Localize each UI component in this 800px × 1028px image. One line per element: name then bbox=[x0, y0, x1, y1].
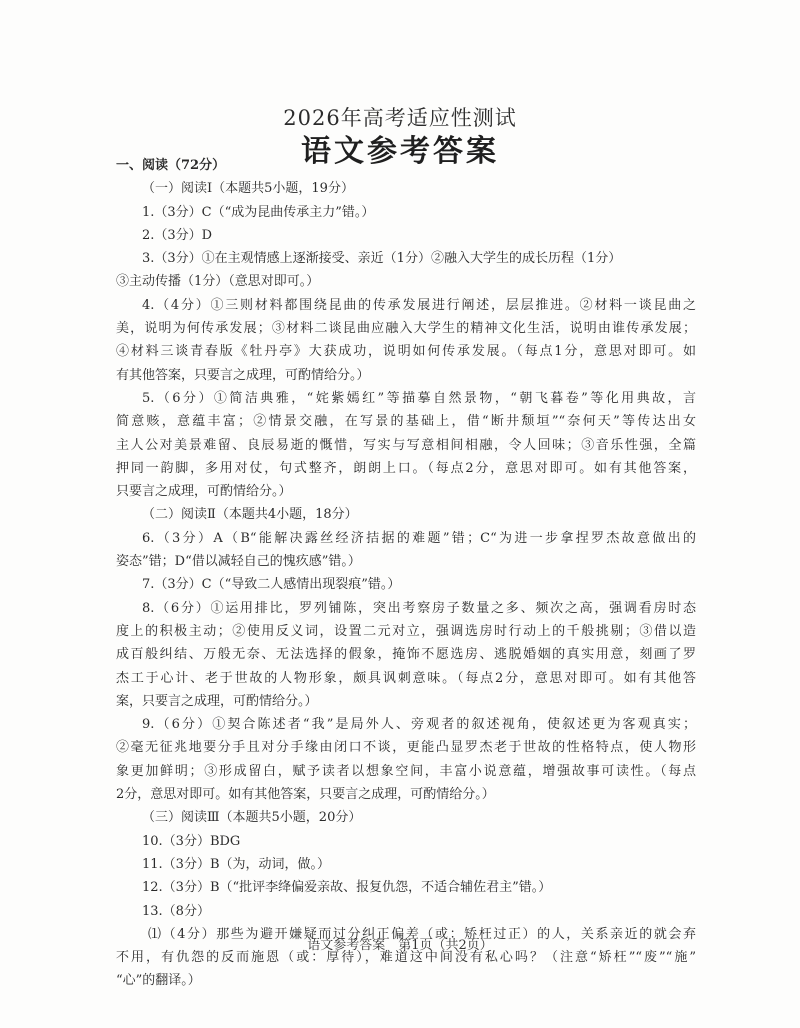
text-line: 12.（3分）B（“批评李绛偏爱亲故、报复仇怨，不适合辅佐君主”错。） bbox=[142, 880, 552, 896]
text-line: 主人公对美景难留、良辰易逝的慨惜，写实与写意相间相融，令人回味；③音乐性强，全篇 bbox=[116, 437, 696, 453]
exam-title: 2026年高考适应性测试 bbox=[283, 106, 517, 130]
text-line: 成百般纠结、万般无奈、无法选择的假象，掩饰不愿选房、逃脱婚姻的真实用意，刻画了罗 bbox=[116, 647, 696, 663]
text-line: 姿态”错；D“借以减轻自己的愧疚感”错。） bbox=[116, 554, 361, 570]
text-line: 押同一韵脚，多用对仗，句式整齐，朗朗上口。（每点2分，意思对即可。如有其他答案， bbox=[116, 460, 696, 476]
page-footer: 语文参考答案 第1页（共2页） bbox=[307, 938, 493, 953]
text-line: 一、阅读（72分） bbox=[116, 158, 226, 173]
text-line: 美，说明为何传承发展；③材料二谈昆曲应融入大学生的精神文化生活，说明由谁传承发展； bbox=[116, 321, 696, 337]
text-line: 杰工于心计、老于世故的人物形象，颇具讽刺意味。（每点2分，意思对即可。如有其他答 bbox=[116, 670, 696, 686]
text-line: 2.（3分）D bbox=[142, 227, 213, 243]
text-line: （三）阅读Ⅲ（本题共5小题，20分） bbox=[142, 810, 362, 826]
text-line: ③主动传播（1分）（意思对即可。） bbox=[116, 274, 320, 290]
text-line: 1.（3分）C（“成为昆曲传承主力”错。） bbox=[142, 204, 375, 220]
text-line: 10.（3分）BDG bbox=[142, 833, 241, 849]
text-line: 6.（3分）A（B“能解决露丝经济拮据的难题”错；C“为进一步拿捏罗杰故意做出的 bbox=[142, 530, 696, 546]
text-line: 13.（8分） bbox=[142, 903, 210, 919]
text-line: （一）阅读Ⅰ（本题共5小题，19分） bbox=[142, 181, 354, 197]
answer-content bbox=[116, 154, 696, 993]
text-line: ⑴（4分）那些为避开嫌疑而过分纠正偏差（或：矫枉过正）的人，关系亲近的就会弃 bbox=[148, 926, 696, 942]
text-line: “心”的翻译。） bbox=[116, 973, 201, 989]
text-line: 8.（6分）①运用排比，罗列铺陈，突出考察房子数量之多、频次之高，强调看房时态 bbox=[142, 600, 696, 616]
text-line: ②毫无征兆地要分手且对分手缘由闭口不谈，更能凸显罗杰老于世故的性格特点，使人物形 bbox=[116, 740, 696, 756]
document-title: 语文参考答案 bbox=[301, 134, 499, 169]
text-line: 有其他答案，只要言之成理，可酌情给分。） bbox=[116, 367, 370, 383]
text-line: ④材料三谈青春版《牡丹亭》大获成功，说明如何传承发展。（每点1分，意思对即可。如 bbox=[116, 344, 696, 360]
text-line: 5.（6分）①简洁典雅，“姹紫嫣红”等描摹自然景物，“朝飞暮卷”等化用典故，言 bbox=[142, 390, 696, 406]
text-line: 7.（3分）C（“导致二人感情出现裂痕”错。） bbox=[142, 577, 401, 593]
text-line: 简意赅，意蕴丰富；②情景交融，在写景的基础上，借“断井颓垣”“奈何天”等传达出女 bbox=[116, 414, 696, 430]
text-line: 9.（6分）①契合陈述者“我”是局外人、旁观者的叙述视角，使叙述更为客观真实； bbox=[142, 717, 696, 733]
text-line: 4.（4分）①三则材料都围绕昆曲的传承发展进行阐述，层层推进。②材料一谈昆曲之 bbox=[142, 297, 696, 313]
text-line: 只要言之成理，可酌情给分。） bbox=[116, 484, 292, 500]
text-line: 象更加鲜明；③形成留白，赋予读者以想象空间，丰富小说意蕴，增强故事可读性。（每点 bbox=[116, 763, 696, 779]
text-line: 2分，意思对即可。如有其他答案，只要言之成理，可酌情给分。） bbox=[116, 787, 495, 803]
text-line: 不用，有仇怨的反而施恩（或：厚待），难道这中间没有私心吗？（注意“矫枉”“废”“施” bbox=[116, 950, 696, 966]
text-line: 3.（3分）①在主观情感上逐渐接受、亲近（1分）②融入大学生的成长历程（1分） bbox=[142, 251, 622, 267]
text-line: 11.（3分）B（为，动词，做。） bbox=[142, 856, 330, 872]
text-line: 度上的积极主动；②使用反义词，设置二元对立，强调选房时行动上的千般挑剔；③借以造 bbox=[116, 623, 696, 639]
text-line: （二）阅读Ⅱ（本题共4小题，18分） bbox=[142, 507, 358, 523]
text-line: 案，只要言之成理，可酌情给分。） bbox=[116, 693, 318, 709]
